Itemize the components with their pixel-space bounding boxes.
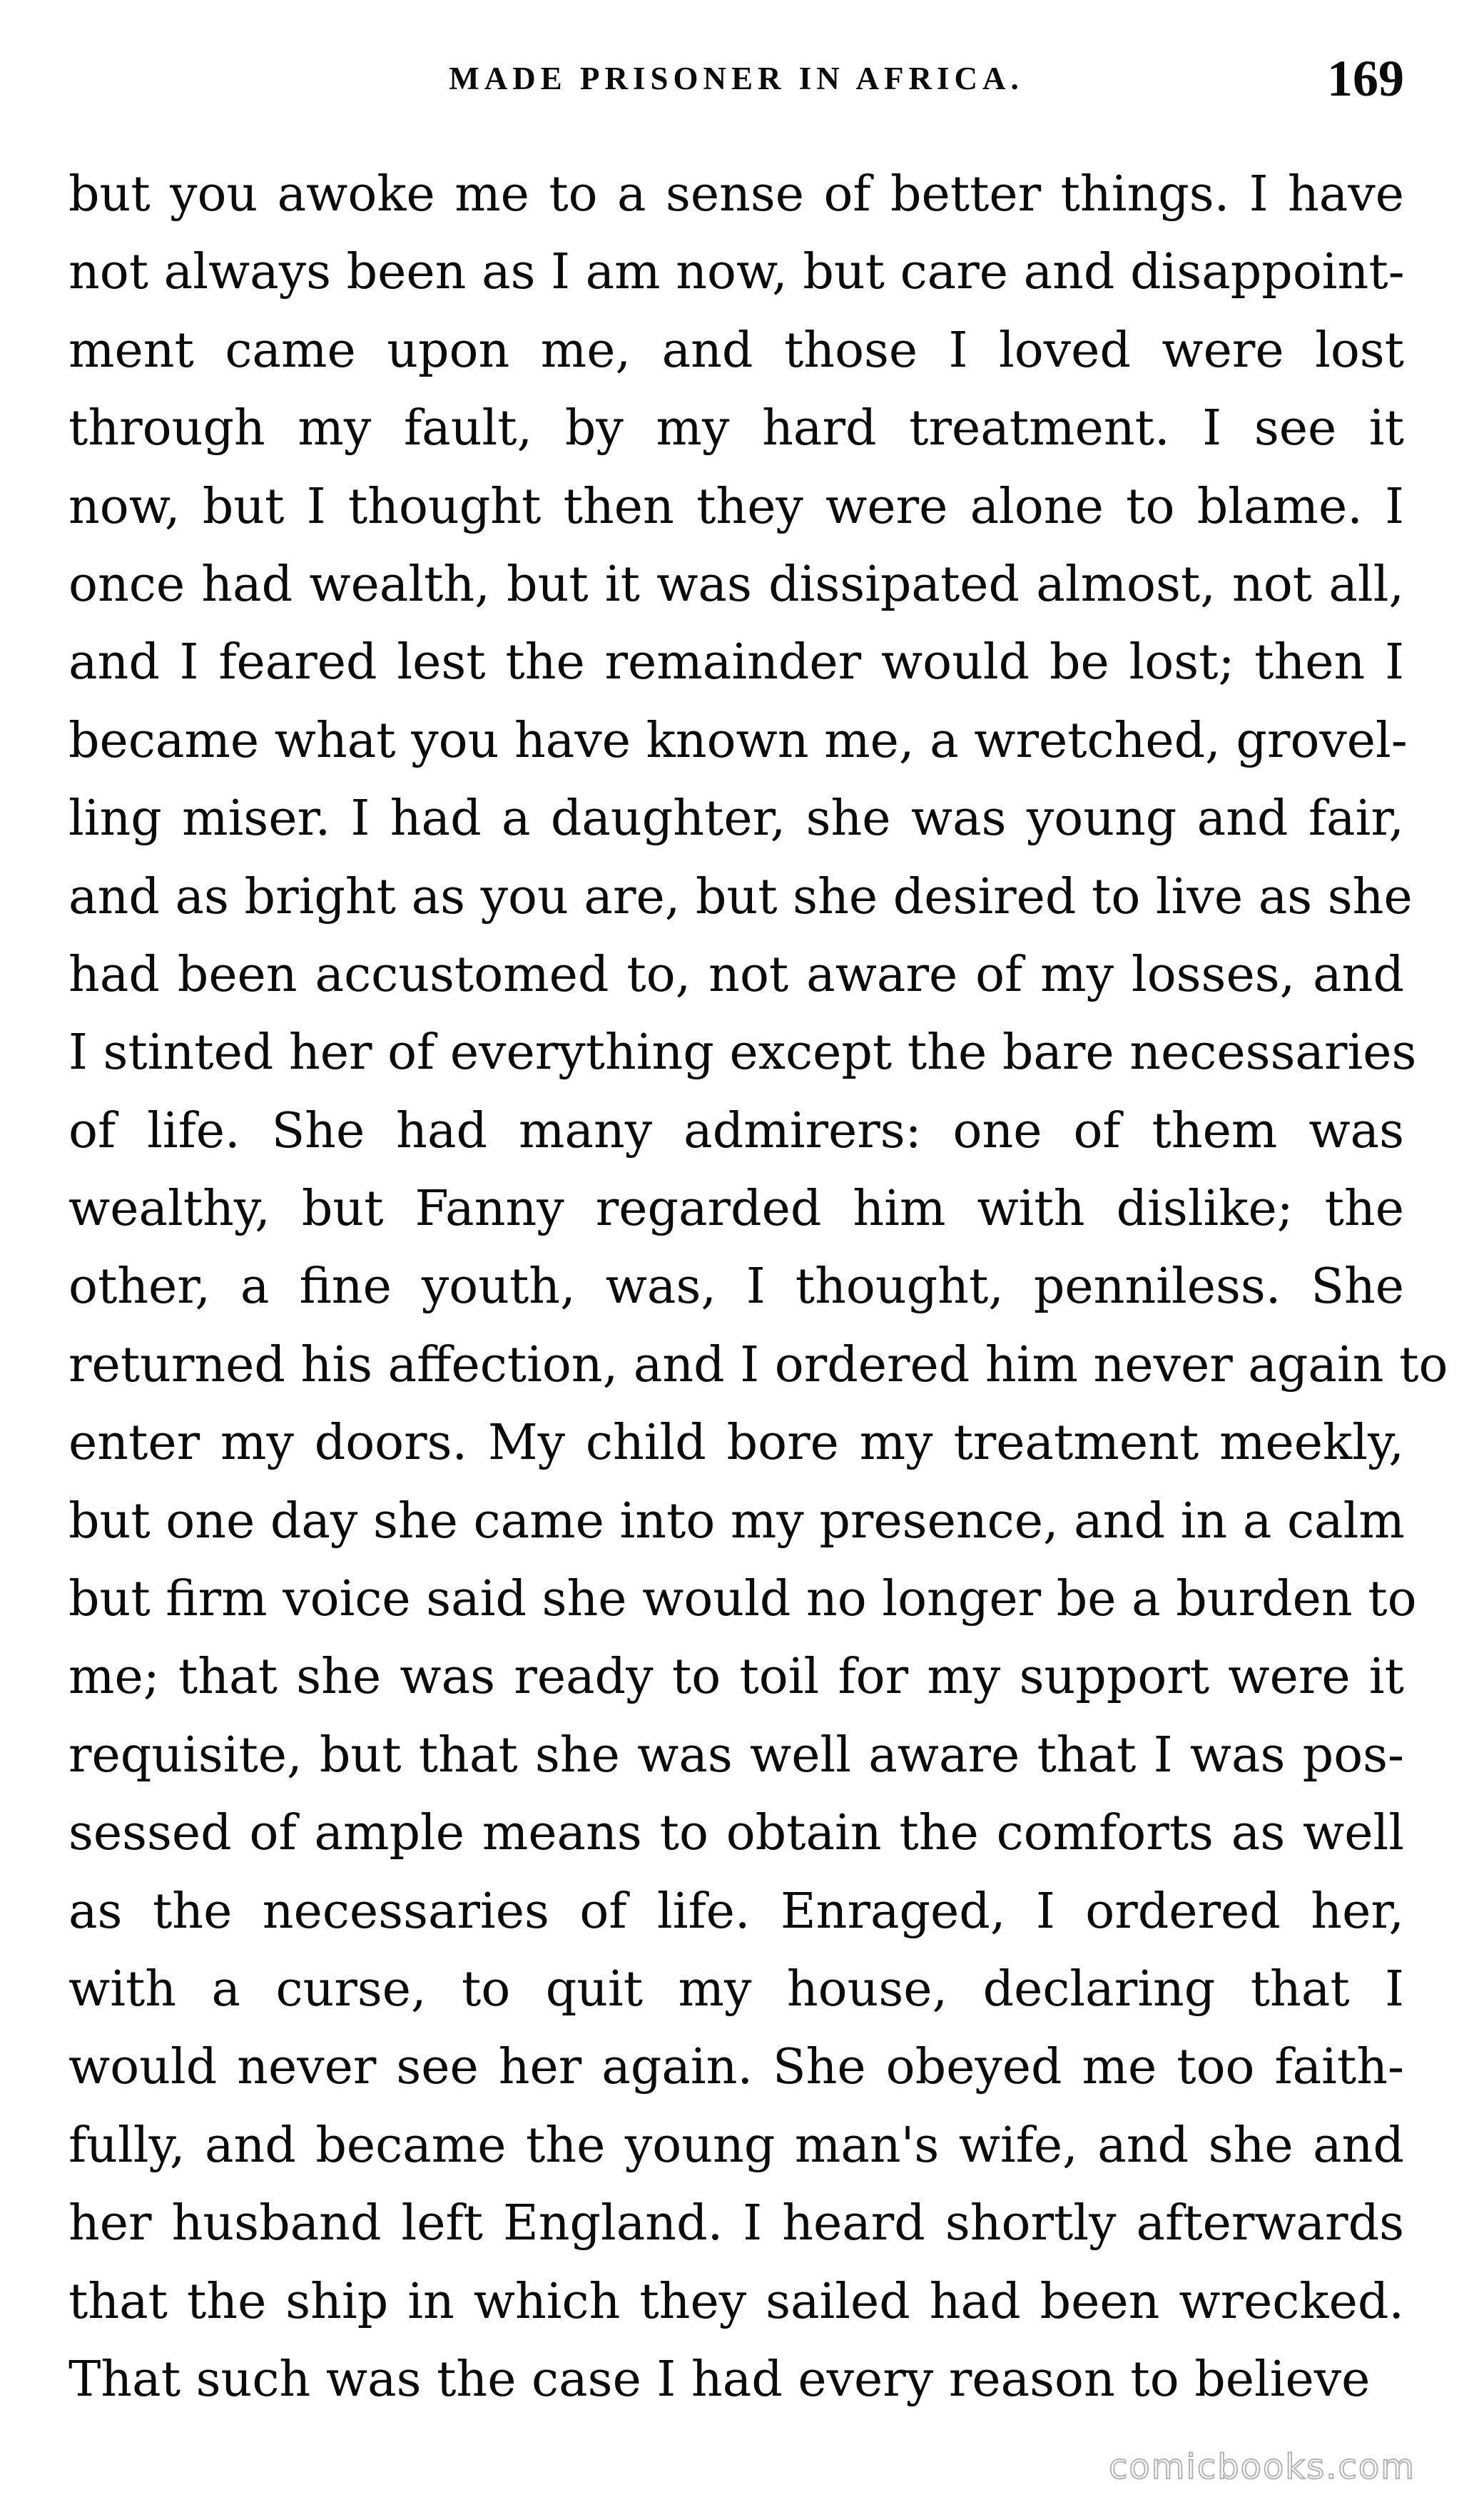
running-head — [68, 50, 1404, 118]
text-line: I stinted her of everything except the bare necessaries — [68, 1024, 1417, 1082]
text-line: had been accustomed to, not aware of my losses, and — [68, 946, 1404, 1003]
text-line: but you awoke me to a sense of better things. I have — [68, 166, 1404, 223]
text-line: and I feared lest the remainder would be lost; then I — [68, 634, 1404, 691]
text-line: ment came upon me, and those I loved were lost — [68, 322, 1404, 379]
text-line: me; that she was ready to toil for my support were it — [68, 1649, 1404, 1706]
text-line: not always been as I am now, but care and disappoint- — [68, 244, 1405, 301]
text-line: sessed of ample means to obtain the comforts as well — [68, 1805, 1404, 1862]
text-line: as the necessaries of life. Enraged, I ordered her, — [68, 1883, 1404, 1940]
watermark: comicbooks.com — [1108, 2447, 1416, 2487]
text-line: of life. She had many admirers: one of them was — [68, 1102, 1404, 1159]
text-line: now, but I thought then they were alone to blame. I — [68, 478, 1404, 535]
text-line: but firm voice said she would no longer be a burden to — [68, 1571, 1417, 1628]
body-text — [68, 156, 1448, 2419]
text-line: through my fault, by my hard treatment. I see it — [68, 400, 1404, 457]
text-line: with a curse, to quit my house, declaring that I — [68, 1961, 1404, 2018]
text-line: became what you have known me, a wretched, grovel- — [68, 712, 1408, 769]
running-title: MADE PRISONER IN AFRICA. — [449, 61, 1024, 96]
text-line: enter my doors. My child bore my treatment meekly, — [68, 1415, 1404, 1472]
text-line: other, a fine youth, was, I thought, penniless. She — [68, 1258, 1404, 1316]
text-line: and as bright as you are, but she desired to live as she — [68, 868, 1413, 925]
text-line: but one day she came into my presence, and in a calm — [68, 1492, 1405, 1550]
text-line: returned his affection, and I ordered him never again to — [68, 1336, 1448, 1393]
page-number: 169 — [1327, 50, 1404, 107]
text-line: ling miser. I had a daughter, she was young and fair, — [68, 790, 1404, 848]
text-line: once had wealth, but it was dissipated almost, not all, — [68, 556, 1404, 613]
text-line: that the ship in which they sailed had been wrecked. — [68, 2273, 1404, 2330]
text-line: requisite, but that she was well aware that I was pos- — [68, 1727, 1404, 1784]
text-line: her husband left England. I heard shortly afterwards — [68, 2195, 1404, 2252]
text-line: would never see her again. She obeyed me too faith- — [68, 2039, 1404, 2096]
text-line: That such was the case I had every reason to believe — [68, 2351, 1371, 2408]
text-line: fully, and became the young man's wife, and she and — [68, 2117, 1404, 2174]
text-line: wealthy, but Fanny regarded him with dislike; the — [68, 1181, 1404, 1238]
